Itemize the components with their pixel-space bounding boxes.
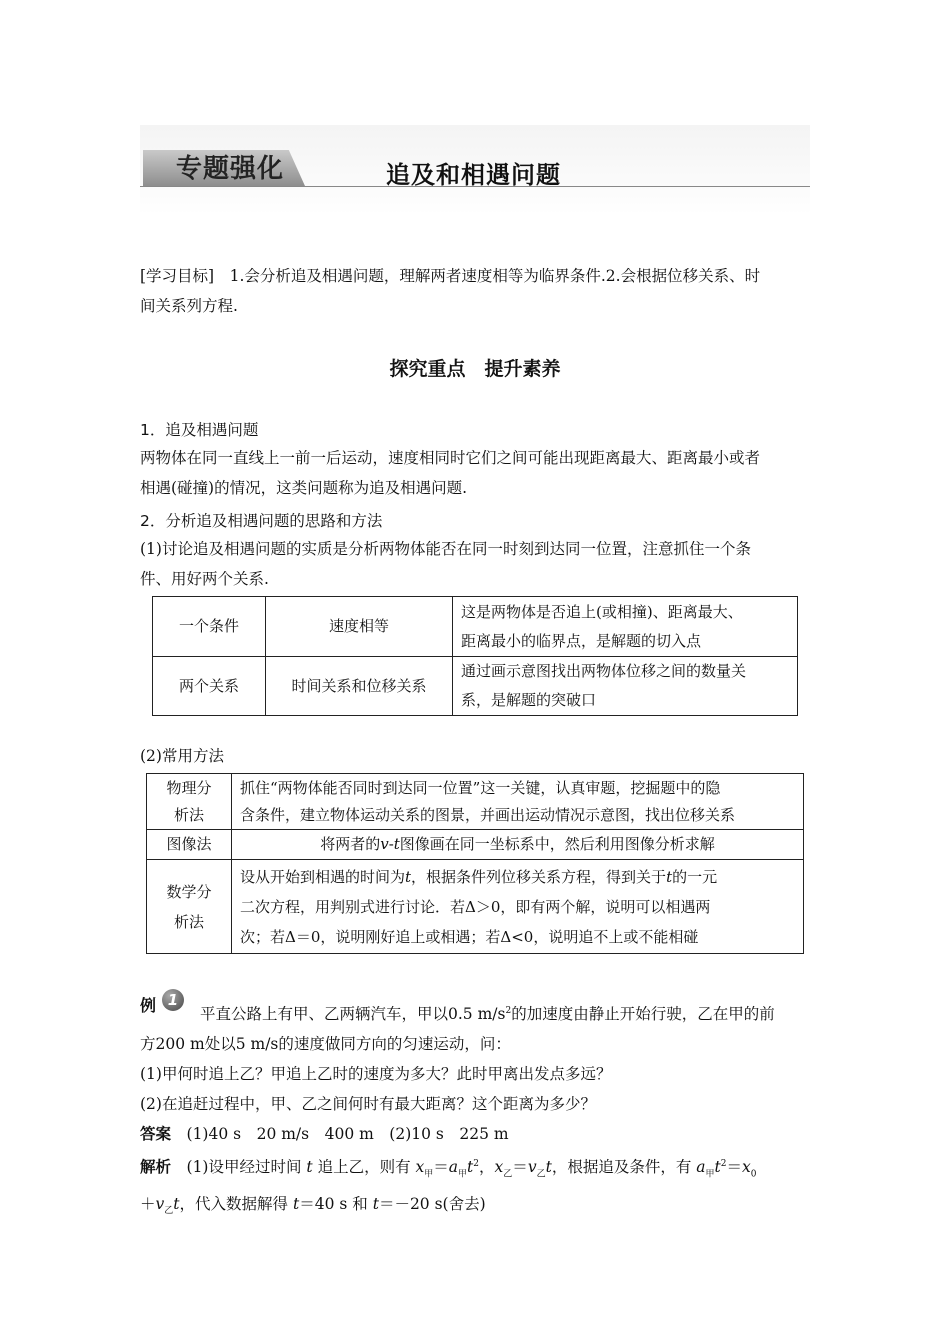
page-title: 追及和相遇问题 — [386, 160, 561, 189]
answer-text: (1)40 s 20 m/s 400 m (2)10 s 225 m — [171, 1125, 509, 1144]
point1-body — [140, 443, 810, 503]
analysis-line1: 解析 (1)设甲经过时间 t 追上乙，则有 $x_甲=a_甲t^2$，$x_乙=v_乙t$，根据追及条件，有 $a_甲t^2=x_0$ — [140, 1158, 757, 1180]
answer-line — [140, 1119, 810, 1149]
cell-line: 析法 — [173, 805, 204, 824]
text: 的加速度由静止开始行驶，乙在甲的前 — [511, 1005, 775, 1024]
table-cell: 速度相等 — [266, 597, 453, 657]
analysis-line2: $+v_乙t$，代入数据解得 t＝40 s 和 t＝－20 s(舍去) — [140, 1195, 486, 1217]
table-cell — [232, 774, 804, 830]
table-cell: 一个条件 — [153, 597, 266, 657]
objectives — [140, 261, 810, 321]
text: 平直公路上有甲、乙两辆汽车，甲以0.5 m/s — [200, 1005, 506, 1024]
section-title: 探究重点 提升素养 — [389, 358, 561, 380]
point2-heading: 2．分析追及相遇问题的思路和方法 — [140, 512, 383, 530]
answer-label: 答案 — [140, 1125, 172, 1144]
table-row — [147, 774, 804, 830]
cell-line: 这是两物体是否追上(或相撞)、距离最大、 — [461, 602, 743, 621]
var-t: t — [393, 835, 400, 853]
cell-line: 次；若Δ＝0，说明刚好追上或相遇；若Δ<0，说明追不上或不能相碰 — [240, 927, 699, 946]
table-row — [153, 657, 798, 716]
point2-line1: (1)讨论追及相遇问题的实质是分析两物体能否在同一时刻到达同一位置，注意抓住一个条 — [140, 540, 751, 558]
point2-line2: 件、用好两个关系. — [140, 570, 269, 588]
cell-line: 物理分 — [166, 778, 212, 797]
example-question — [140, 996, 810, 1227]
text: 图像画在同一坐标系中，然后利用图像分析求解 — [399, 835, 715, 853]
cell-line: 系，是解题的突破口 — [461, 691, 597, 709]
text: 代入数据解得 — [195, 1195, 289, 1214]
point1-heading: 1．追及相遇问题 — [140, 421, 259, 439]
example-number-badge: 1 — [162, 989, 184, 1011]
cell-line: 距离最小的临界点，是解题的切入点 — [461, 631, 702, 650]
table-cell: 时间关系和位移关系 — [266, 657, 453, 716]
cell-line: 数学分 — [166, 882, 212, 901]
var-v: v — [380, 835, 389, 853]
var-t: t — [405, 867, 412, 886]
table-row — [147, 860, 804, 954]
var-t: t — [666, 867, 673, 886]
point2-body — [140, 534, 810, 594]
question-line2: 方200 m处以5 m/s的速度做同方向的匀速运动，问： — [140, 1035, 511, 1054]
point1-line2: 相遇(碰撞)的情况，这类问题称为追及相遇问题. — [140, 479, 468, 497]
question-2: (2)在追赶过程中，甲、乙之间何时有最大距离？这个距离为多少？ — [140, 1095, 596, 1114]
cell-line: 抓住“两物体能否同时到达同一位置”这一关键，认真审题，挖掘题中的隐 — [240, 778, 721, 797]
table-cell — [147, 860, 232, 954]
topic-tag: 专题强化 — [175, 154, 284, 184]
table-row — [153, 597, 798, 657]
text: 的一元 — [672, 867, 718, 886]
table-cell — [232, 830, 804, 860]
dash: - — [388, 835, 394, 853]
cell-line: 析法 — [173, 912, 204, 931]
cell-line: 通过画示意图找出两物体位移之间的数量关 — [461, 662, 747, 680]
methods-table — [146, 773, 804, 954]
text: ，根据条件列位移关系方程，得到关于 — [411, 867, 667, 886]
text: 设从开始到相遇的时间为 — [240, 867, 406, 886]
table-cell — [147, 774, 232, 830]
analysis-label: 解析 — [140, 1158, 172, 1177]
text: 将两者的 — [320, 835, 381, 853]
conditions-table — [152, 596, 798, 716]
objectives-line2: 间关系列方程. — [140, 297, 238, 315]
cell-line: 含条件，建立物体运动关系的图景，并画出运动情况示意图，找出位移关系 — [240, 805, 736, 824]
table-cell: 两个关系 — [153, 657, 266, 716]
cell-line — [240, 862, 795, 892]
cell-line: 二次方程，用判别式进行讨论．若Δ＞0，即有两个解，说明可以相遇两 — [240, 897, 711, 916]
table-row — [147, 830, 804, 860]
table-cell — [453, 657, 798, 716]
superscript: 2 — [505, 1006, 512, 1016]
question-line1 — [140, 996, 810, 1029]
objectives-line1: [学习目标] 1.会分析追及相遇问题，理解两者速度相等为临界条件.2.会根据位移关系、时 — [140, 267, 761, 285]
table-cell: 图像法 — [147, 830, 232, 860]
point1-line1: 两物体在同一直线上一前一后运动，速度相同时它们之间可能出现距离最大、距离最小或者 — [140, 449, 761, 467]
table-cell — [453, 597, 798, 657]
methods-heading: (2)常用方法 — [140, 747, 224, 765]
table-cell — [232, 860, 804, 954]
question-1: (1)甲何时追上乙？甲追上乙时的速度为多大？此时甲离出发点多远？ — [140, 1065, 612, 1084]
example-label: 例 — [140, 996, 157, 1015]
